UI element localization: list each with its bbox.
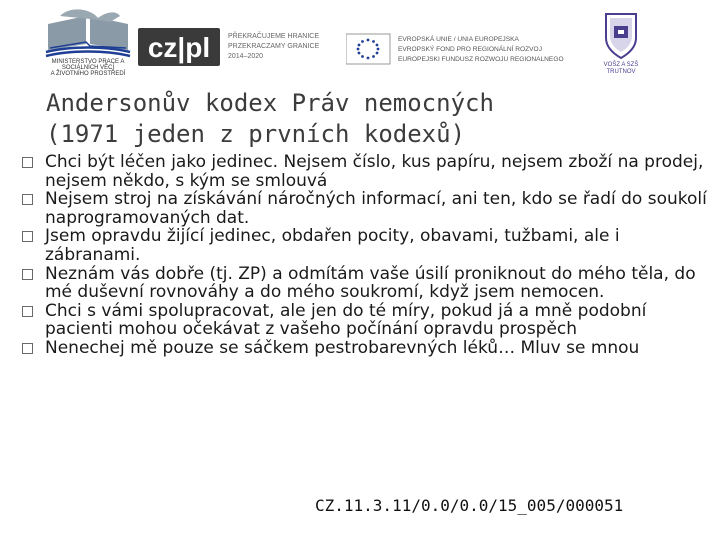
czpl-logo — [138, 28, 328, 68]
list-item — [22, 227, 718, 264]
ministry-line-2: SOCIÁLNÍCH VĚCÍ — [61, 65, 115, 71]
slide-title — [46, 88, 686, 150]
title-line-2: (1971 jeden z prvních kodexů) — [46, 120, 466, 148]
list-item-text: Jsem opravdu žijící jedinec, obdařen pocity, obavami, tužbami, ale i zábranami. — [45, 226, 620, 265]
czpl-line-1: PŘEKRAČUJEME HRANICE — [228, 33, 320, 40]
list-item-text: Nejsem stroj na získávání náročných informací, ani ten, kdo se řadí do soukolí naprogramovaných dat. — [45, 189, 707, 228]
list-item — [22, 265, 718, 302]
ministry-line-3: A ŽIVOTNÍHO PROSTŘEDÍ — [50, 71, 126, 77]
square-bullet-icon — [22, 157, 33, 168]
list-item-text: Neznám vás dobře (tj. ZP) a odmítám vaše úsilí proniknout do mého těla, do mé duševní rovnováhy a do mého soukromí, když jsem nemocen. — [45, 263, 696, 303]
czpl-line-3: 2014–2020 — [228, 53, 264, 60]
square-bullet-icon — [22, 306, 33, 317]
project-code: CZ.11.3.11/0.0/0.0/15_005/000051 — [315, 496, 624, 515]
eu-line-3: EUROPEJSKI FUNDUSZ ROZWOJU REGIONALNEGO — [398, 56, 564, 63]
eu-logo — [346, 32, 586, 68]
logo-bar — [0, 0, 720, 80]
ministry-line-1: MINISTERSTVO PRÁCE A — [51, 59, 125, 65]
list-item — [22, 302, 718, 339]
eu-flag-icon — [346, 34, 390, 64]
title-line-1: Andersonův kodex Práv nemocných — [46, 89, 494, 117]
list-item-text: Nenechej mě pouze se sáčkem pestrobarevných léků… Mluv se mnou — [45, 337, 640, 358]
eu-line-2: EVROPSKÝ FOND PRO REGIONÁLNÍ ROZVOJ — [398, 46, 542, 53]
list-item — [22, 190, 718, 227]
square-bullet-icon — [22, 269, 33, 280]
list-item — [22, 339, 718, 358]
rights-list — [22, 153, 718, 358]
school-crest-logo — [598, 8, 644, 74]
czpl-line-2: PRZEKRACZAMY GRANICE — [228, 43, 320, 50]
square-bullet-icon — [22, 231, 33, 242]
school-line-1: VOŠZ A SZŠ — [603, 62, 639, 68]
eu-line-1: EVROPSKÁ UNIE / UNIA EUROPEJSKA — [398, 36, 519, 43]
square-bullet-icon — [22, 194, 33, 205]
shield-crest-icon — [606, 14, 636, 58]
list-item-text: Chci být léčen jako jedinec. Nejsem číslo, kus papíru, nejsem zboží na prodej, nejsem někdo, s kým se smlouvá — [45, 152, 704, 191]
ministry-logo — [40, 6, 136, 76]
square-bullet-icon — [22, 343, 33, 354]
list-item — [22, 153, 718, 190]
czpl-mark: cz|pl — [147, 32, 211, 63]
school-line-2: TRUTNOV — [606, 69, 636, 74]
list-item-text: Chci s vámi spolupracovat, ale jen do té míry, pokud já a mně podobní pacienti mohou očekávat z vašeho počínání opravdu prospěch — [45, 300, 647, 340]
